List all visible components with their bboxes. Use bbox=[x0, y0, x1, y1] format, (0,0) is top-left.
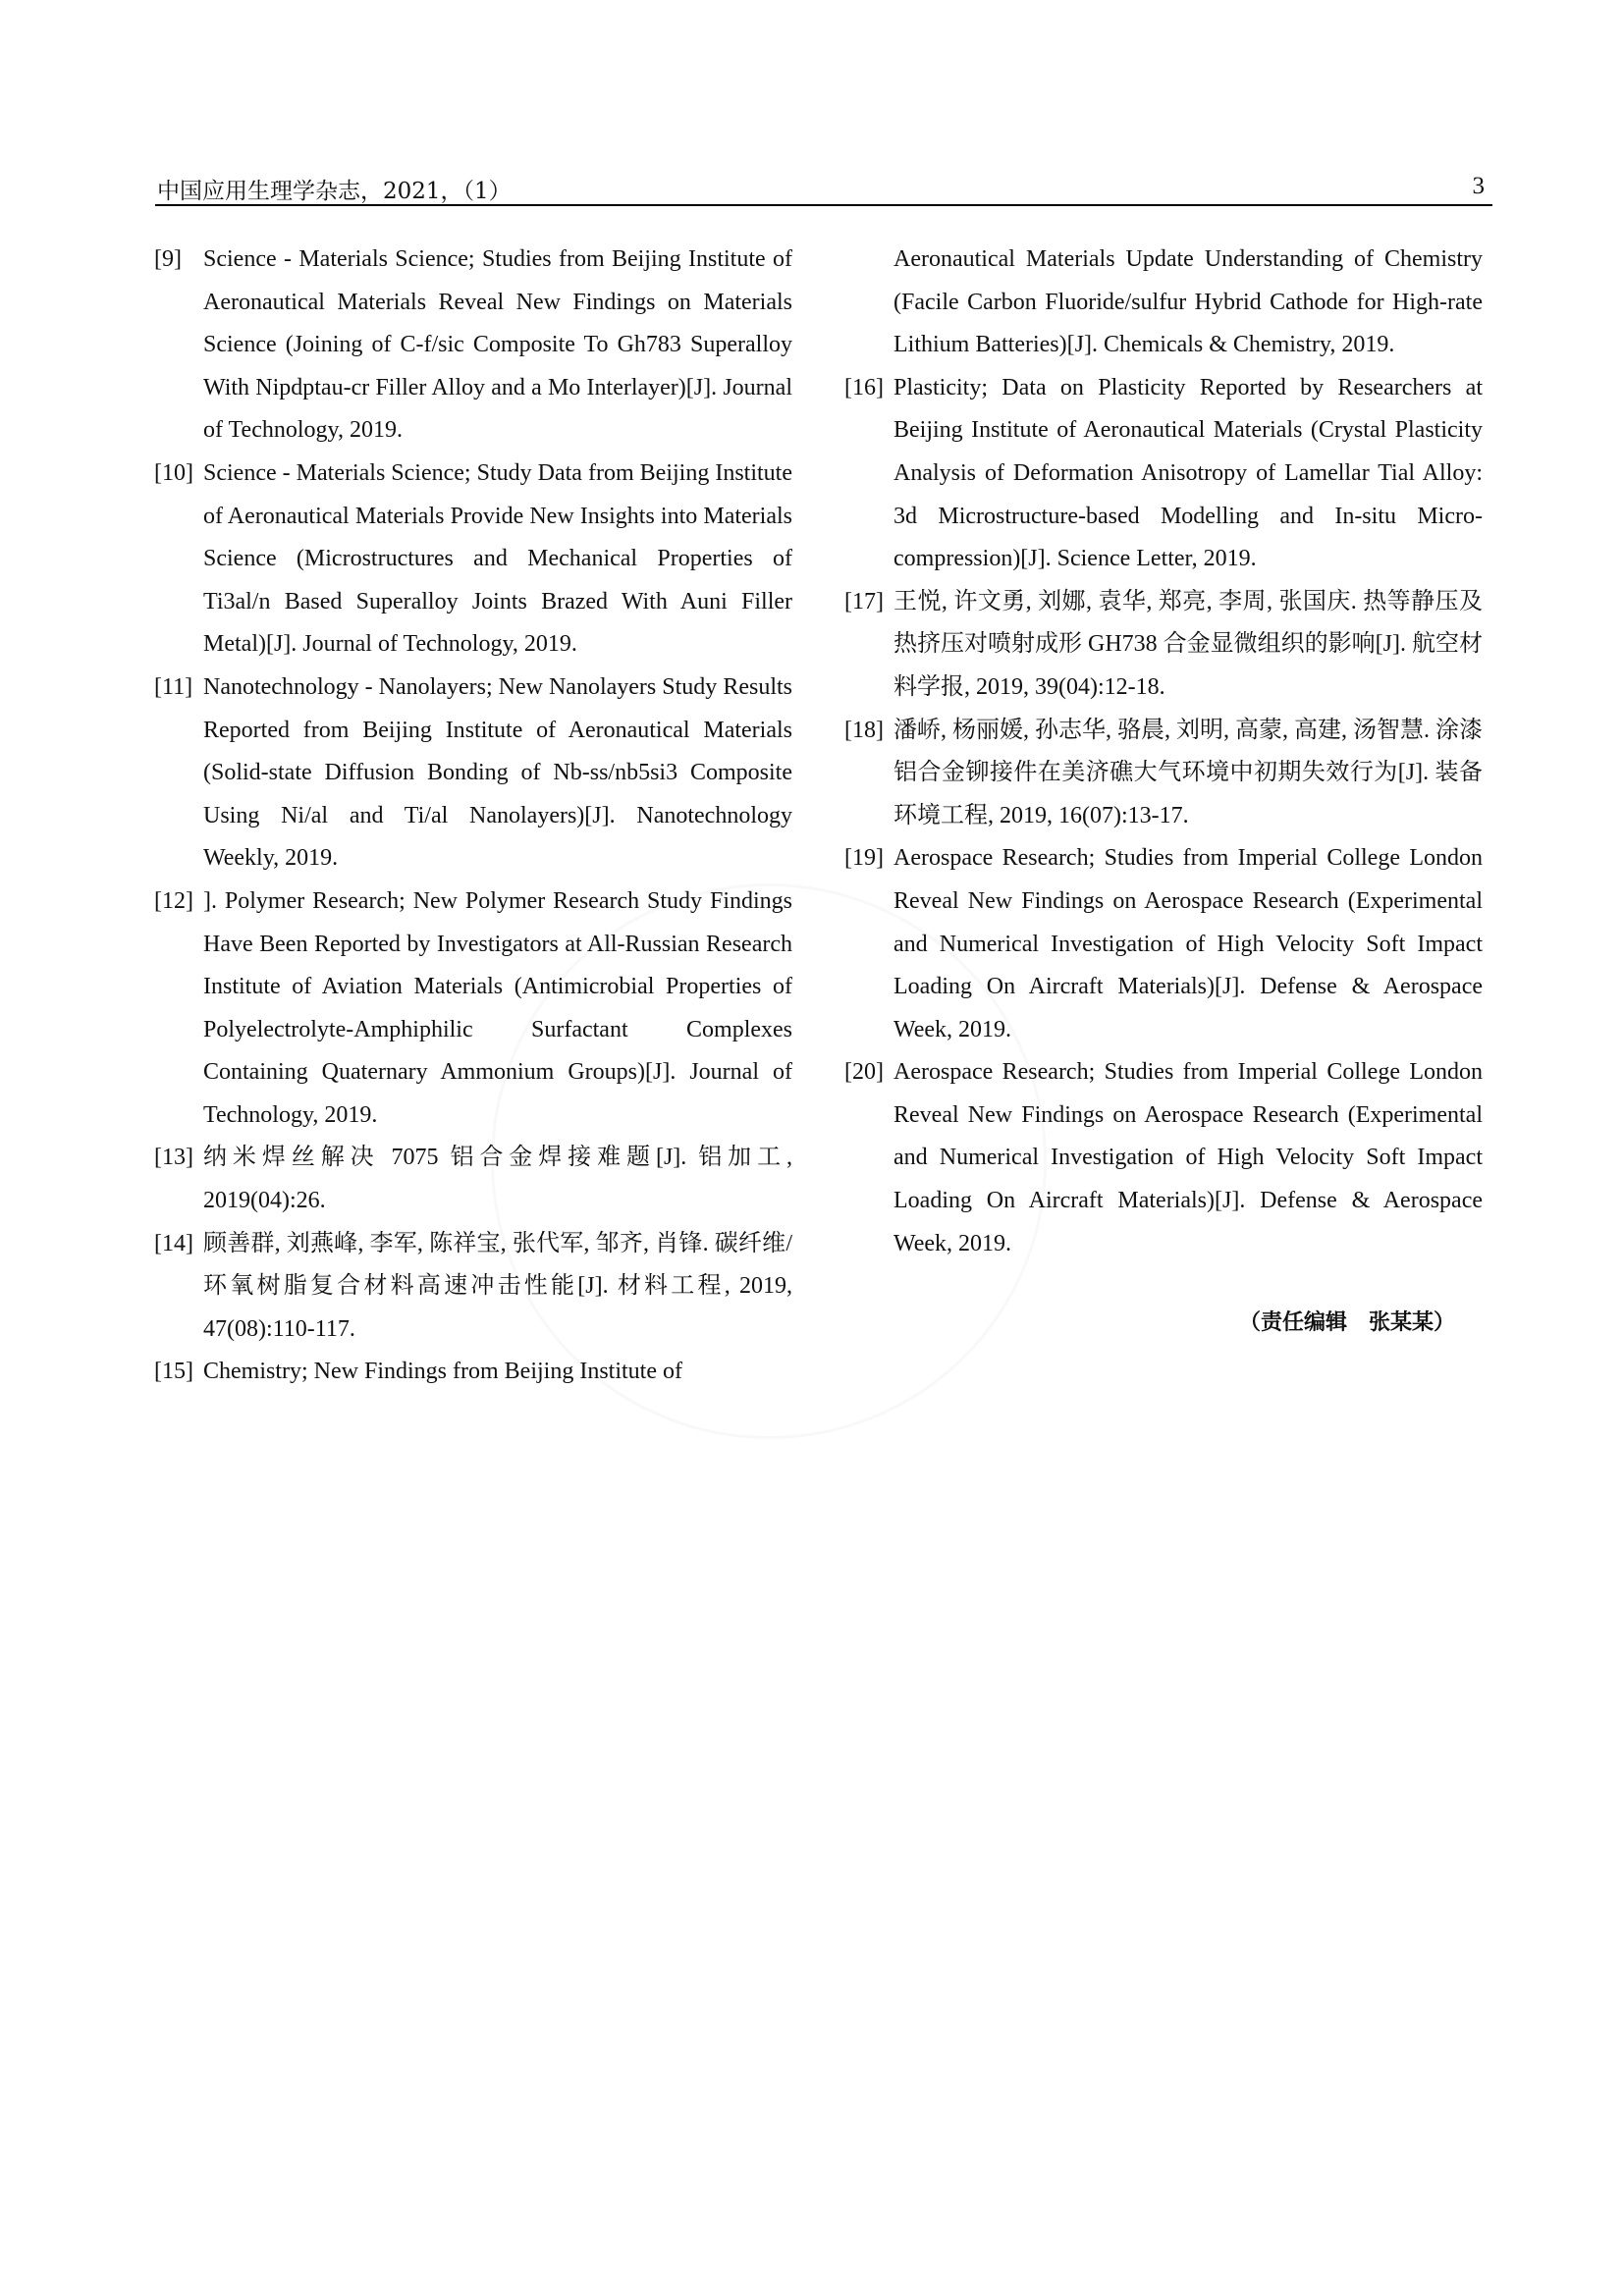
reference-text: 潘峤, 杨丽媛, 孙志华, 骆晨, 刘明, 高蒙, 高建, 汤智慧. 涂漆铝合金铆接件在美济礁大气环境中初期失效行为[J]. 装备环境工程, 2019, 16(07):13-17. bbox=[893, 717, 1483, 828]
reference-text: Science - Materials Science; Studies from Beijing Institute of Aeronautical Materials Reveal New Findings on Materials Science (Joining of C-f/sic Composite To Gh783 Superalloy With Nipdptau-cr Filler Alloy and a Mo Interlayer)[J]. Journal of Technology, 2019. bbox=[203, 246, 792, 444]
page-number: 3 bbox=[1472, 173, 1485, 199]
reference-text: ]. Polymer Research; New Polymer Research Study Findings Have Been Reported by Investigators at All-Russian Research Institute of Aviation Materials (Antimicrobial Properties of Polyelectrolyte-Amphiphilic Surfactant Complexes Containing Quaternary Ammonium Groups)[J]. Journal of Technology, 2019. bbox=[203, 887, 792, 1128]
reference-number: [13] bbox=[154, 1145, 193, 1171]
reference-continuation bbox=[844, 239, 1483, 367]
running-header bbox=[155, 171, 1492, 206]
reference-item bbox=[154, 881, 792, 1138]
reference-item bbox=[154, 239, 792, 453]
reference-item bbox=[844, 837, 1483, 1051]
reference-number: [17] bbox=[844, 588, 884, 614]
reference-item bbox=[154, 1351, 792, 1394]
reference-text: Chemistry; New Findings from Beijing Institute of bbox=[203, 1359, 682, 1385]
reference-item bbox=[844, 1051, 1483, 1265]
reference-text: Nanotechnology - Nanolayers; New Nanolayers Study Results Reported from Beijing Institute of Aeronautical Materials (Solid-state Diffusion Bonding of Nb-ss/nb5si3 Composite Using Ni/al and Ti/al Nanolayers)[J]. Nanotechnology Weekly, 2019. bbox=[203, 673, 792, 872]
reference-number: [18] bbox=[844, 717, 884, 743]
reference-number: [11] bbox=[154, 673, 193, 700]
reference-text: Aerospace Research; Studies from Imperial College London Reveal New Findings on Aerospace Research (Experimental and Numerical Investigation of High Velocity Soft Impact Loading On Aircraft Materials)[J]. Defense & Aerospace Week, 2019. bbox=[893, 1059, 1483, 1256]
reference-item bbox=[154, 1223, 792, 1352]
left-column bbox=[154, 239, 792, 1394]
reference-number: [19] bbox=[844, 845, 884, 872]
reference-number: [15] bbox=[154, 1359, 193, 1385]
reference-number: [12] bbox=[154, 887, 193, 914]
reference-number: [9] bbox=[154, 246, 182, 272]
responsible-editor-note: （责任编辑 张某某） bbox=[1239, 1310, 1456, 1335]
reference-item bbox=[154, 453, 792, 667]
reference-item bbox=[154, 667, 792, 881]
reference-text: 顾善群, 刘燕峰, 李军, 陈祥宝, 张代军, 邹齐, 肖锋. 碳纤维/环氧树脂复合材料高速冲击性能[J]. 材料工程, 2019, 47(08):110-117. bbox=[203, 1230, 792, 1342]
reference-text: Science - Materials Science; Study Data from Beijing Institute of Aeronautical Materials Provide New Insights into Materials Science (Microstructures and Mechanical Properties of Ti3al/n Based Superalloy Joints Brazed With Auni Filler Metal)[J]. Journal of Technology, 2019. bbox=[203, 459, 792, 658]
journal-title: 中国应用生理学杂志，2021，（1） bbox=[157, 179, 512, 204]
reference-text: 王悦, 许文勇, 刘娜, 袁华, 郑亮, 李周, 张国庆. 热等静压及热挤压对喷射成形 GH738 合金显微组织的影响[J]. 航空材料学报, 2019, 39(04):12-18. bbox=[893, 588, 1483, 700]
reference-text: Aerospace Research; Studies from Imperial College London Reveal New Findings on Aerospace Research (Experimental and Numerical Investigation of High Velocity Soft Impact Loading On Aircraft Materials)[J]. Defense & Aerospace Week, 2019. bbox=[893, 845, 1483, 1042]
reference-text: 纳米焊丝解决 7075 铝合金焊接难题[J]. 铝加工, 2019(04):26. bbox=[203, 1145, 792, 1214]
reference-number: [20] bbox=[844, 1059, 884, 1086]
reference-item bbox=[844, 367, 1483, 581]
reference-item bbox=[844, 581, 1483, 710]
reference-number: [16] bbox=[844, 374, 884, 400]
reference-number: [10] bbox=[154, 459, 193, 486]
reference-item bbox=[154, 1137, 792, 1222]
reference-text: Aeronautical Materials Update Understanding of Chemistry (Facile Carbon Fluoride/sulfur Hybrid Cathode for High-rate Lithium Batteries)[J]. Chemicals & Chemistry, 2019. bbox=[893, 246, 1483, 358]
reference-item bbox=[844, 710, 1483, 838]
reference-text: Plasticity; Data on Plasticity Reported by Researchers at Beijing Institute of Aeronautical Materials (Crystal Plasticity Analysis of Deformation Anisotropy of Lamellar Tial Alloy: 3d Microstructure-based Modelling and In-situ Micro-compression)[J]. Science Letter, 2019. bbox=[893, 374, 1483, 572]
reference-number: [14] bbox=[154, 1230, 193, 1256]
right-column bbox=[844, 239, 1483, 1265]
